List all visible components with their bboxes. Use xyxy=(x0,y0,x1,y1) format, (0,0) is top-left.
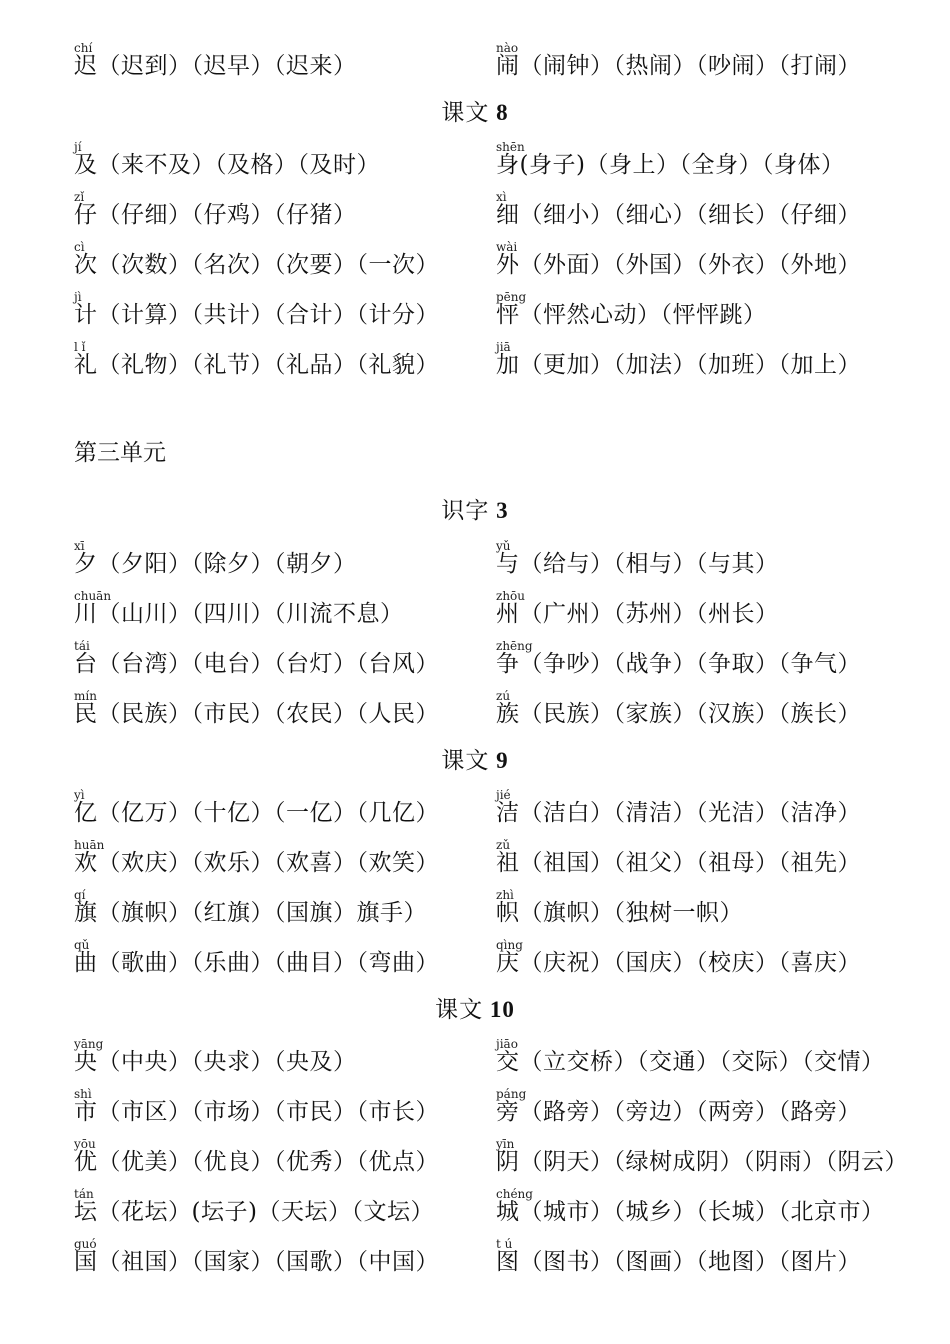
vocab-row xyxy=(0,42,950,92)
vocab-row xyxy=(0,839,950,889)
pinyin-annotation: páng xyxy=(496,1087,527,1101)
pinyin-annotation: nào xyxy=(496,41,519,55)
vocab-row xyxy=(0,1188,950,1238)
character-word-list: 优（优美）（优良）（优秀）（优点） xyxy=(74,1149,439,1175)
character-word-list: 次（次数）（名次）（次要）（一次） xyxy=(74,252,439,278)
pinyin-annotation: pēng xyxy=(496,290,527,304)
pinyin-annotation: guó xyxy=(74,1237,97,1251)
vocab-row xyxy=(0,640,950,690)
character-word-list: 身(身子)（身上）（全身）（身体） xyxy=(496,152,845,178)
character-word-list: 怦（怦然心动）（怦怦跳） xyxy=(496,302,767,328)
character-word-list: 祖（祖国）（祖父）（祖母）（祖先） xyxy=(496,850,861,876)
vocab-row xyxy=(0,191,950,241)
character-word-list: 国（祖国）（国家）（国歌）（中国） xyxy=(74,1249,439,1275)
character-word-list: 阴（阴天）（绿树成阴）（阴雨）（阴云） xyxy=(496,1149,908,1175)
character-word-list: 台（台湾）（电台）（台灯）（台风） xyxy=(74,651,439,677)
lesson-heading-label: 课文 xyxy=(435,997,484,1023)
vocab-row xyxy=(0,540,950,590)
vocab-row xyxy=(0,1088,950,1138)
lesson-heading-label: 课文 xyxy=(441,100,490,126)
pinyin-annotation: xī xyxy=(74,539,85,553)
vocab-row xyxy=(0,690,950,740)
vocab-row xyxy=(0,1038,950,1088)
lesson-heading-number: 9 xyxy=(489,748,509,773)
vocab-row xyxy=(0,341,950,391)
pinyin-annotation: chéng xyxy=(496,1187,533,1201)
pinyin-annotation: zhēng xyxy=(496,639,533,653)
pinyin-annotation: yāng xyxy=(74,1037,104,1051)
pinyin-annotation: jì xyxy=(74,290,82,304)
character-word-list: 争（争吵）（战争）（争取）（争气） xyxy=(496,651,861,677)
pinyin-annotation: jiā xyxy=(496,340,511,354)
pinyin-annotation: qí xyxy=(74,888,86,902)
character-word-list: 庆（庆祝）（国庆）（校庆）（喜庆） xyxy=(496,950,861,976)
lesson-heading-label: 课文 xyxy=(441,748,490,774)
vocab-row xyxy=(0,789,950,839)
pinyin-annotation: shēn xyxy=(496,140,525,154)
character-word-list: 州（广州）（苏州）（州长） xyxy=(496,601,779,627)
character-word-list: 央（中央）（央求）（央及） xyxy=(74,1049,357,1075)
pinyin-annotation: mín xyxy=(74,689,97,703)
pinyin-annotation: tái xyxy=(74,639,90,653)
character-word-list: 迟（迟到）（迟早）（迟来） xyxy=(74,53,357,79)
pinyin-annotation: qìng xyxy=(496,938,523,952)
pinyin-annotation: zhōu xyxy=(496,589,526,603)
character-word-list: 图（图书）（图画）（地图）（图片） xyxy=(496,1249,861,1275)
pinyin-annotation: yì xyxy=(74,788,85,802)
vocab-row xyxy=(0,291,950,341)
character-word-list: 旗（旗帜）（红旗）（国旗）旗手） xyxy=(74,900,427,926)
pinyin-annotation: xì xyxy=(496,190,507,204)
character-word-list: 曲（歌曲）（乐曲）（曲目）（弯曲） xyxy=(74,950,439,976)
lesson-heading xyxy=(0,995,950,1025)
vocab-row xyxy=(0,241,950,291)
pinyin-annotation: wài xyxy=(496,240,518,254)
vocab-row xyxy=(0,141,950,191)
character-word-list: 仔（仔细）（仔鸡）（仔猪） xyxy=(74,202,357,228)
character-word-list: 欢（欢庆）（欢乐）（欢喜）（欢笑） xyxy=(74,850,439,876)
lesson-heading xyxy=(0,496,950,526)
pinyin-annotation: zhì xyxy=(496,888,514,902)
vocab-row xyxy=(0,889,950,939)
character-word-list: 亿（亿万）（十亿）（一亿）（几亿） xyxy=(74,800,439,826)
character-word-list: 礼（礼物）（礼节）（礼品）（礼貌） xyxy=(74,352,439,378)
character-word-list: 城（城市）（城乡）（长城）（北京市） xyxy=(496,1199,885,1225)
unit-title: 第三单元 xyxy=(74,440,166,466)
character-word-list: 洁（洁白）（清洁）（光洁）（洁净） xyxy=(496,800,861,826)
pinyin-annotation: jiāo xyxy=(496,1037,518,1051)
character-word-list: 族（民族）（家族）（汉族）（族长） xyxy=(496,701,861,727)
pinyin-annotation: yōu xyxy=(74,1137,96,1151)
character-word-list: 市（市区）（市场）（市民）（市长） xyxy=(74,1099,439,1125)
pinyin-annotation: shì xyxy=(74,1087,92,1101)
lesson-heading-label: 识字 xyxy=(441,498,490,524)
pinyin-annotation: yǔ xyxy=(496,539,511,553)
character-word-list: 帜（旗帜）（独树一帜） xyxy=(496,900,743,926)
pinyin-annotation: jié xyxy=(496,788,511,802)
character-word-list: 旁（路旁）（旁边）（两旁）（路旁） xyxy=(496,1099,861,1125)
character-word-list: 交（立交桥）（交通）（交际）（交情） xyxy=(496,1049,885,1075)
lesson-heading-number: 10 xyxy=(483,997,515,1022)
pinyin-annotation: tán xyxy=(74,1187,94,1201)
pinyin-annotation: l ǐ xyxy=(74,340,86,354)
character-word-list: 外（外面）（外国）（外衣）（外地） xyxy=(496,252,861,278)
pinyin-annotation: cì xyxy=(74,240,85,254)
character-word-list: 加（更加）（加法）（加班）（加上） xyxy=(496,352,861,378)
pinyin-annotation: chí xyxy=(74,41,93,55)
pinyin-annotation: zǔ xyxy=(496,838,511,852)
pinyin-annotation: zǐ xyxy=(74,190,85,204)
vocab-row xyxy=(0,1238,950,1288)
vocab-row xyxy=(0,1138,950,1188)
vocab-row xyxy=(0,939,950,989)
pinyin-annotation: qǔ xyxy=(74,938,90,952)
character-word-list: 闹（闹钟）（热闹）（吵闹）（打闹） xyxy=(496,53,861,79)
lesson-heading-number: 3 xyxy=(489,498,509,523)
character-word-list: 坛（花坛）(坛子)（天坛）（文坛） xyxy=(74,1199,434,1225)
character-word-list: 川（山川）（四川）（川流不息） xyxy=(74,601,404,627)
character-word-list: 与（给与）（相与）（与其） xyxy=(496,551,779,577)
lesson-heading-number: 8 xyxy=(489,100,509,125)
pinyin-annotation: zú xyxy=(496,689,511,703)
lesson-heading xyxy=(0,746,950,776)
pinyin-annotation: jí xyxy=(74,140,82,154)
vocab-row xyxy=(0,590,950,640)
character-word-list: 民（民族）（市民）（农民）（人民） xyxy=(74,701,439,727)
character-word-list: 计（计算）（共计）（合计）（计分） xyxy=(74,302,439,328)
character-word-list: 细（细小）（细心）（细长）（仔细） xyxy=(496,202,861,228)
pinyin-annotation: t ú xyxy=(496,1237,513,1251)
pinyin-annotation: chuān xyxy=(74,589,112,603)
character-word-list: 夕（夕阳）（除夕）（朝夕） xyxy=(74,551,357,577)
character-word-list: 及（来不及）（及格）（及时） xyxy=(74,152,380,178)
pinyin-annotation: huān xyxy=(74,838,105,852)
lesson-heading xyxy=(0,98,950,128)
pinyin-annotation: yīn xyxy=(496,1137,515,1151)
